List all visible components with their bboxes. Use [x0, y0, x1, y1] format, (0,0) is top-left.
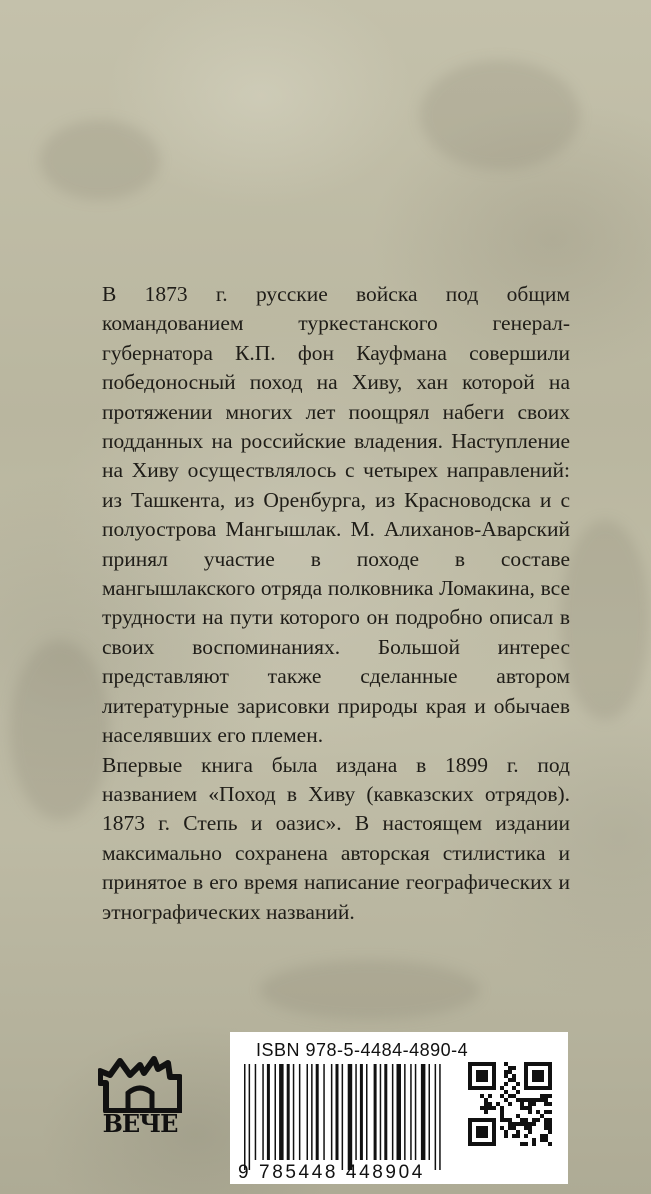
qr-module [548, 1142, 552, 1146]
barcode-bar [336, 1064, 339, 1160]
qr-module [548, 1126, 552, 1130]
barcode-bar [439, 1064, 441, 1170]
qr-module [516, 1098, 520, 1102]
qr-module [540, 1114, 544, 1118]
qr-module [544, 1110, 548, 1114]
qr-module [488, 1094, 492, 1098]
qr-module [536, 1098, 540, 1102]
qr-module [528, 1122, 532, 1126]
qr-module [508, 1094, 512, 1098]
qr-module [544, 1126, 548, 1130]
qr-module [500, 1126, 504, 1130]
qr-module [488, 1106, 492, 1110]
qr-module [516, 1130, 520, 1134]
qr-module [540, 1094, 544, 1098]
qr-module [512, 1074, 516, 1078]
qr-module [544, 1122, 548, 1126]
texture-spot [260, 960, 480, 1020]
qr-module [532, 1102, 536, 1106]
barcode-bar [323, 1064, 325, 1160]
barcode-bar [366, 1064, 368, 1160]
qr-module [500, 1118, 504, 1122]
qr-module [532, 1118, 536, 1122]
qr-module [484, 1102, 488, 1106]
barcode-panel [230, 1032, 568, 1184]
barcode-bar [397, 1064, 402, 1160]
qr-module [548, 1102, 552, 1106]
qr-module [508, 1070, 512, 1074]
barcode-bar [415, 1064, 417, 1160]
barcode-bar [255, 1064, 257, 1160]
barcode-bar [249, 1064, 251, 1170]
description-paragraph-2: Впервые книга была издана в 1899 г. под названием «Поход в Хиву (кавказских отрядов). 1873 г. Степь и оазис». В настоящем издании максимально сохранена авторская стилистика и принятое в его время написание географических и этнографических названий. [102, 752, 570, 924]
barcode-bar [279, 1064, 284, 1160]
qr-module [500, 1106, 504, 1110]
barcode-bar [360, 1064, 363, 1160]
qr-module [544, 1118, 548, 1122]
qr-module [508, 1122, 512, 1126]
qr-module [548, 1118, 552, 1122]
qr-module [504, 1098, 508, 1102]
barcode-bar [316, 1064, 319, 1160]
qr-module [504, 1070, 508, 1074]
castle-tower-icon [98, 1053, 182, 1113]
barcode-bar [392, 1064, 394, 1160]
qr-module [528, 1130, 532, 1134]
barcode-bar [262, 1064, 264, 1160]
barcode-bar [410, 1064, 412, 1160]
qr-module [524, 1142, 528, 1146]
qr-module [528, 1126, 532, 1130]
qr-module [524, 1118, 528, 1122]
publisher-name: ВЕЧЕ [102, 1109, 178, 1138]
qr-module [508, 1126, 512, 1130]
qr-code-icon [468, 1062, 552, 1146]
qr-module [536, 1110, 540, 1114]
qr-module [520, 1102, 524, 1106]
qr-module [520, 1142, 524, 1146]
qr-module [496, 1102, 500, 1106]
barcode-bar [244, 1064, 246, 1170]
qr-module [544, 1138, 548, 1142]
qr-module [512, 1122, 516, 1126]
qr-module [504, 1062, 508, 1066]
qr-module [504, 1082, 508, 1086]
barcode-bar [331, 1064, 333, 1160]
texture-spot [420, 60, 580, 170]
qr-module [488, 1102, 492, 1106]
qr-module [508, 1102, 512, 1106]
qr-module [500, 1110, 504, 1114]
barcode-bar [355, 1064, 357, 1160]
qr-module [504, 1134, 508, 1138]
barcode-bar [404, 1064, 406, 1160]
barcode-bar [421, 1064, 426, 1160]
qr-module [548, 1130, 552, 1134]
qr-module [548, 1110, 552, 1114]
qr-module [528, 1110, 532, 1114]
barcode-bar [267, 1064, 270, 1160]
barcode-bar [307, 1064, 309, 1160]
barcode-bar [299, 1064, 301, 1160]
barcode-bar [429, 1064, 431, 1160]
qr-module [504, 1090, 508, 1094]
qr-module [500, 1094, 504, 1098]
qr-module [512, 1094, 516, 1098]
qr-module [484, 1106, 488, 1110]
qr-module [500, 1114, 504, 1118]
qr-module [476, 1070, 488, 1082]
qr-module [540, 1134, 544, 1138]
qr-module [532, 1098, 536, 1102]
qr-module [516, 1114, 520, 1118]
qr-module [524, 1134, 528, 1138]
texture-spot [560, 520, 650, 720]
qr-module [508, 1066, 512, 1070]
qr-module [516, 1122, 520, 1126]
qr-module [500, 1086, 504, 1090]
qr-module [504, 1118, 508, 1122]
qr-module [504, 1074, 508, 1078]
qr-module [532, 1122, 536, 1126]
barcode-bar [374, 1064, 377, 1160]
qr-module [484, 1098, 488, 1102]
qr-module [544, 1102, 548, 1106]
qr-module [480, 1106, 484, 1110]
qr-module [536, 1118, 540, 1122]
qr-module [544, 1094, 548, 1098]
barcode-bar [342, 1064, 344, 1170]
qr-module [532, 1142, 536, 1146]
qr-module [516, 1134, 520, 1138]
qr-module [528, 1102, 532, 1106]
qr-module [532, 1138, 536, 1142]
qr-module [520, 1122, 524, 1126]
qr-module [548, 1122, 552, 1126]
qr-module [524, 1122, 528, 1126]
qr-module [508, 1078, 512, 1082]
qr-module [516, 1090, 520, 1094]
barcode-bar [287, 1064, 290, 1160]
barcode-bar [384, 1064, 387, 1160]
qr-module [504, 1130, 508, 1134]
qr-module [540, 1098, 544, 1102]
barcode-bar [380, 1064, 382, 1160]
qr-module [524, 1126, 528, 1130]
description-paragraph-1: В 1873 г. русские войска под общим командованием туркестанского генерал-губернатора К.П. фон Кауфмана совершили победоносный поход на Хиву, хан которой на протяжении многих лет поощрял набеги своих подданных на российские владения. Наступление на Хиву осуществлялось с четырех направлений: из Ташкента, из Оренбурга, из Красноводска и с полуострова Мангышлак. М. Алиханов-Аварский принял участие в походе в составе мангышлакского отряда полковника Ломакина, все трудности на пути которого он подробно описал в своих воспоминаниях. Большой интерес представляют также сделанные автором литературные зарисовки природы края и обычаев населявших его племен. [102, 282, 570, 748]
qr-module [520, 1118, 524, 1122]
qr-module [512, 1086, 516, 1090]
qr-module [508, 1118, 512, 1122]
qr-module [528, 1098, 532, 1102]
barcode-digits: 9 785448 448904 [238, 1162, 425, 1183]
qr-module [544, 1134, 548, 1138]
qr-module [528, 1106, 532, 1110]
book-description [102, 280, 570, 927]
qr-module [548, 1094, 552, 1098]
qr-module [524, 1106, 528, 1110]
publisher-logo [98, 1053, 182, 1143]
barcode-bar [293, 1064, 295, 1160]
isbn-label: ISBN 978-5-4484-4890-4 [256, 1040, 469, 1060]
barcode-bar [435, 1064, 437, 1170]
qr-module [544, 1098, 548, 1102]
qr-module [484, 1110, 488, 1114]
qr-module [512, 1126, 516, 1130]
qr-module [516, 1082, 520, 1086]
qr-module [540, 1138, 544, 1142]
qr-module [512, 1078, 516, 1082]
texture-spot [10, 640, 110, 820]
qr-module [512, 1066, 516, 1070]
barcode-bar [311, 1064, 313, 1160]
barcode-bar [275, 1064, 277, 1160]
texture-spot [40, 120, 160, 200]
qr-module [520, 1106, 524, 1110]
qr-module [532, 1070, 544, 1082]
qr-module [492, 1106, 496, 1110]
qr-module [524, 1098, 528, 1102]
qr-module [512, 1134, 516, 1138]
qr-module [476, 1126, 488, 1138]
barcode-bar [348, 1064, 353, 1170]
qr-module [480, 1094, 484, 1098]
qr-module [520, 1098, 524, 1102]
ean-barcode [240, 1064, 452, 1170]
